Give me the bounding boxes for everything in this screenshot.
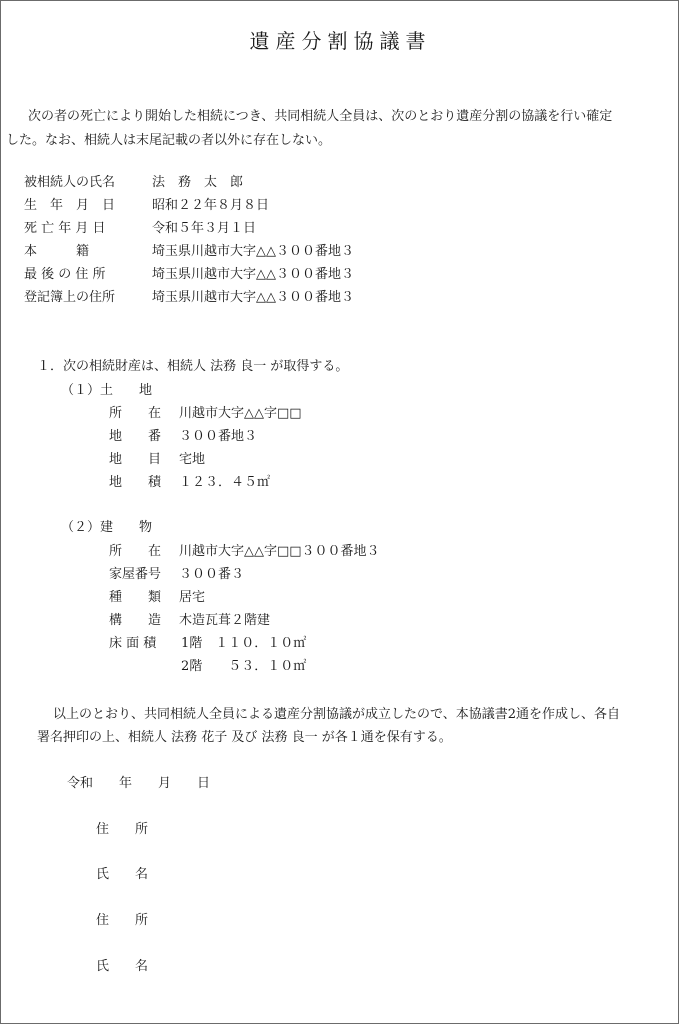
- registry-address-value: 埼玉県川越市大字△△３００番地３: [152, 290, 354, 305]
- death-date-value: 令和５年３月１日: [152, 221, 257, 236]
- decedent-name-value: 法 務 太 郎: [152, 175, 244, 190]
- land-location-value: 川越市大字△△字□□: [179, 406, 302, 421]
- building-heading: （２）建 物: [61, 520, 153, 535]
- house-number-label: 家屋番号: [109, 567, 162, 582]
- land-area-label: 地 積: [109, 475, 162, 490]
- land-category-label: 地 目: [109, 452, 162, 467]
- birth-date-value: 昭和２２年８月８日: [152, 198, 270, 213]
- land-lot-value: ３００番地３: [179, 429, 258, 444]
- floor-area-label: 床 面 積: [109, 636, 157, 651]
- land-area-value: １２３．４５㎡: [179, 475, 271, 490]
- land-category-value: 宅地: [179, 452, 206, 467]
- floor-1-area-value: 1階 １１０．１０㎡: [181, 636, 307, 651]
- building-location-value: 川越市大字△△字□□３００番地３: [179, 544, 380, 559]
- building-structure-label: 構 造: [109, 613, 162, 628]
- land-lot-label: 地 番: [109, 429, 162, 444]
- building-location-label: 所 在: [109, 544, 162, 559]
- date-line: 令和 年 月 日: [67, 776, 211, 791]
- closing-line-2: 署名押印の上、相続人 法務 花子 及び 法務 良一 が各１通を保有する。: [37, 730, 452, 745]
- document-title: 遺産分割協議書: [249, 29, 432, 53]
- land-location-label: 所 在: [109, 406, 162, 421]
- last-address-value: 埼玉県川越市大字△△３００番地３: [152, 267, 354, 282]
- floor-2-area-value: 2階 ５３．１０㎡: [181, 659, 307, 674]
- signature-name-label: 氏 名: [96, 867, 149, 882]
- intro-line-2: した。なお、相続人は末尾記載の者以外に存在しない。: [6, 133, 332, 148]
- clause-1: １．次の相続財産は、相続人 法務 良一 が取得する。: [37, 359, 349, 374]
- birth-date-label: 生 年 月 日: [24, 198, 116, 213]
- intro-line-1: 次の者の死亡により開始した相続につき、共同相続人全員は、次のとおり遺産分割の協議を行い確定: [28, 109, 613, 124]
- registry-address-label: 登記簿上の住所: [24, 290, 116, 305]
- signature-address-label: 住 所: [96, 822, 149, 837]
- closing-line-1: 以上のとおり、共同相続人全員による遺産分割協議が成立したので、本協議書2通を作成し、各自: [53, 707, 621, 722]
- domicile-label: 本 籍: [24, 244, 90, 259]
- building-structure-value: 木造瓦葺２階建: [179, 613, 271, 628]
- building-type-label: 種 類: [109, 590, 162, 605]
- domicile-value: 埼玉県川越市大字△△３００番地３: [152, 244, 354, 259]
- house-number-value: ３００番３: [179, 567, 245, 582]
- last-address-label: 最 後 の 住 所: [24, 267, 106, 282]
- decedent-name-label: 被相続人の氏名: [24, 175, 116, 190]
- land-heading: （１）土 地: [61, 383, 153, 398]
- signature-address-label: 住 所: [96, 913, 149, 928]
- death-date-label: 死 亡 年 月 日: [24, 221, 106, 236]
- intro-paragraph: [1, 105, 679, 153]
- building-type-value: 居宅: [179, 590, 206, 605]
- signature-name-label: 氏 名: [96, 959, 149, 974]
